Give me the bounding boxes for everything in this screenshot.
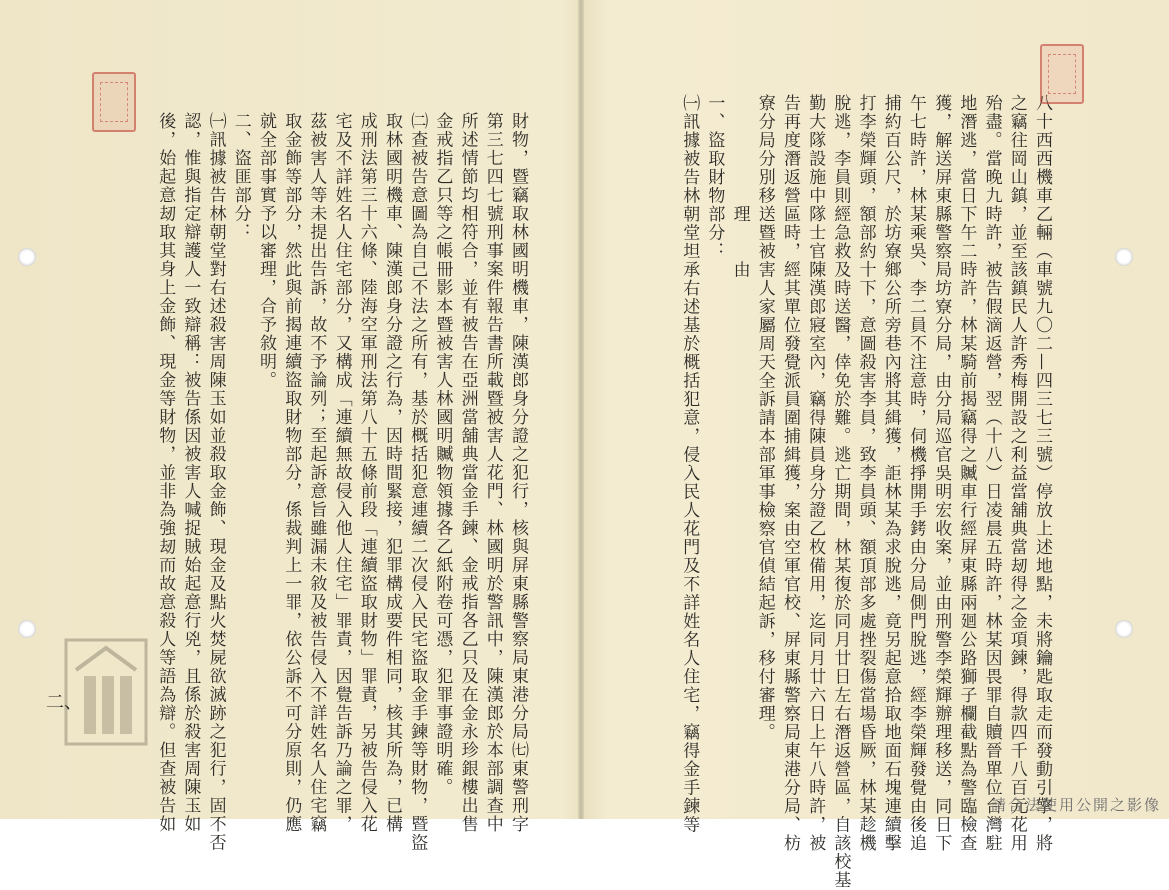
text-column: 勤大隊設施中隊士官陳漢郎寢室內，竊得陳員身分證乙枚備用，迄同月廿六日上午八時許，被	[805, 94, 826, 853]
punch-hole	[18, 620, 36, 638]
usage-notice: 請合法使用公開之影像	[990, 796, 1161, 814]
text-column: 第三七四七號刑事案件報告書所載暨被害人花門、林國明於警訊中，陳漢郎於本部調查中	[482, 112, 503, 834]
text-column: 之竊往岡山鎮，並至該鎮民人許秀梅開設之利益當舖典當刼得之金項鍊，得款四千八百元花用	[1006, 94, 1027, 853]
punch-hole	[18, 248, 36, 266]
page-number: 二、	[46, 692, 82, 713]
text-column: 打李榮輝頭，額部約十下，意圖殺害李員，致李員頭、額頂部多處挫裂傷當場昏厥，林某趁機	[855, 94, 876, 853]
text-column: 一、盜取財物部分：	[704, 94, 725, 261]
text-column: 八十西西機車乙輛（車號九〇二—四三七三號）停放上述地點，未將鑰匙取走而發動引擎，將	[1032, 94, 1052, 853]
punch-hole	[1115, 620, 1133, 638]
text-column: 捕約百公尺，於坊寮鄉公所旁巷內將其緝獲，詎林某為求脫逃，竟另起意拾取地面石塊連續擊	[880, 94, 901, 853]
text-column: 殆盡。當晚九時許，被告假滴返營，翌（十八）日凌晨五時許，林某因畏罪自贖晉單位台灣駐	[981, 94, 1002, 853]
text-column: 金戒指乙只等之帳冊影本暨被害人林國明贓物領據各乙紙附卷可憑，犯罪事證明確。	[432, 112, 453, 797]
text-column: ㈠訊據被告林朝堂坦承右述基於概括犯意，侵入民人花門及不詳姓名人住宅，竊得金手鍊等	[679, 94, 700, 834]
text-column: 取林國明機車、陳漢郎身分證之行為，因時間緊接，犯罪構成要件相同，核其所為，已構	[382, 112, 402, 834]
text-column: 脫逃，李員則經急救及時送醫，倖免於難。逃亡期間，林某復於同月廿日左右潛返營區，自該校基	[830, 94, 851, 890]
text-column: 後，始起意刼取其身上金飾、現金等財物，並非為強刼而故意殺人等語為辯。但查被告如	[155, 112, 176, 834]
red-seal	[92, 72, 136, 132]
text-column: ㈠訊據被告林朝堂對右述殺害周陳玉如並殺取金飾、現金及點火焚屍欲滅跡之犯行，固不否	[205, 112, 226, 852]
text-column: 理 由	[729, 94, 750, 279]
text-column: 寮分局分別移送暨被害人家屬周天全訴請本部軍事檢察官偵結起訴，移付審理。	[754, 94, 775, 742]
text-column: 告再度潛返營區時，經其單位發覺派員圍捕緝獲，案由空軍官校、屏東縣警察局東港分局、枋	[780, 94, 800, 853]
punch-hole	[1115, 248, 1133, 266]
text-column: 二、盜匪部分：	[230, 112, 251, 242]
text-column: 午七時許，林某乘吳、李二員不注意時，伺機掙開手銬由分局側門脫逃，經李榮輝發覺由後追	[906, 94, 926, 853]
text-column: 茲被害人等未提出告訴，故不予論列；至起訴意旨雖漏未敘及被告侵入不詳姓名人住宅竊	[306, 112, 327, 834]
text-column: 獲，解送屏東縣警察局坊寮分局，由分局巡官吳明宏收案，並由刑警李榮輝辦理移送，同日下	[931, 94, 952, 853]
text-column: 成刑法第三十六條、陸海空軍刑法第八十五條前段「連續盜取財物」罪責，另被告侵入花	[356, 112, 377, 834]
text-column: 所述情節均相符合，並有被告在亞洲當舖典當金手鍊、金戒指各乙只及在金永珍銀樓出售	[457, 112, 478, 834]
text-column: 宅及不詳姓名人住宅部分，又構成「連續無故侵入他人住宅」罪責，因覺告訴乃論之罪，	[331, 112, 352, 834]
text-column: 取金飾等部分，然此與前揭連續盜取財物部分，係裁判上一罪，依公訴不可分原則，仍應	[281, 112, 302, 834]
text-column: 就全部事實予以審理，合予敘明。	[256, 112, 276, 390]
text-column: 財物，暨竊取林國明機車，陳漢郎身分證之犯行，核與屏東縣警察局東港分局㈦東警刑字	[508, 112, 528, 834]
text-column: ㈡查被告意圖為自己不法之所有，基於概括犯意連續二次侵入民宅盜取金手鍊等財物，暨盜	[407, 112, 428, 852]
text-column: 認，惟與指定辯護人一致辯稱：被告係因被害人喊捉賊始起意行兇，且係於殺害周陳玉如	[180, 112, 201, 834]
red-seal	[1040, 44, 1084, 104]
page-fold	[578, 0, 584, 819]
text-column: 地潛逃，當日下午二時許，林某騎前揭竊得之贓車行經屏東縣兩廻公路獅子欄截點為警臨檢查	[956, 94, 977, 853]
